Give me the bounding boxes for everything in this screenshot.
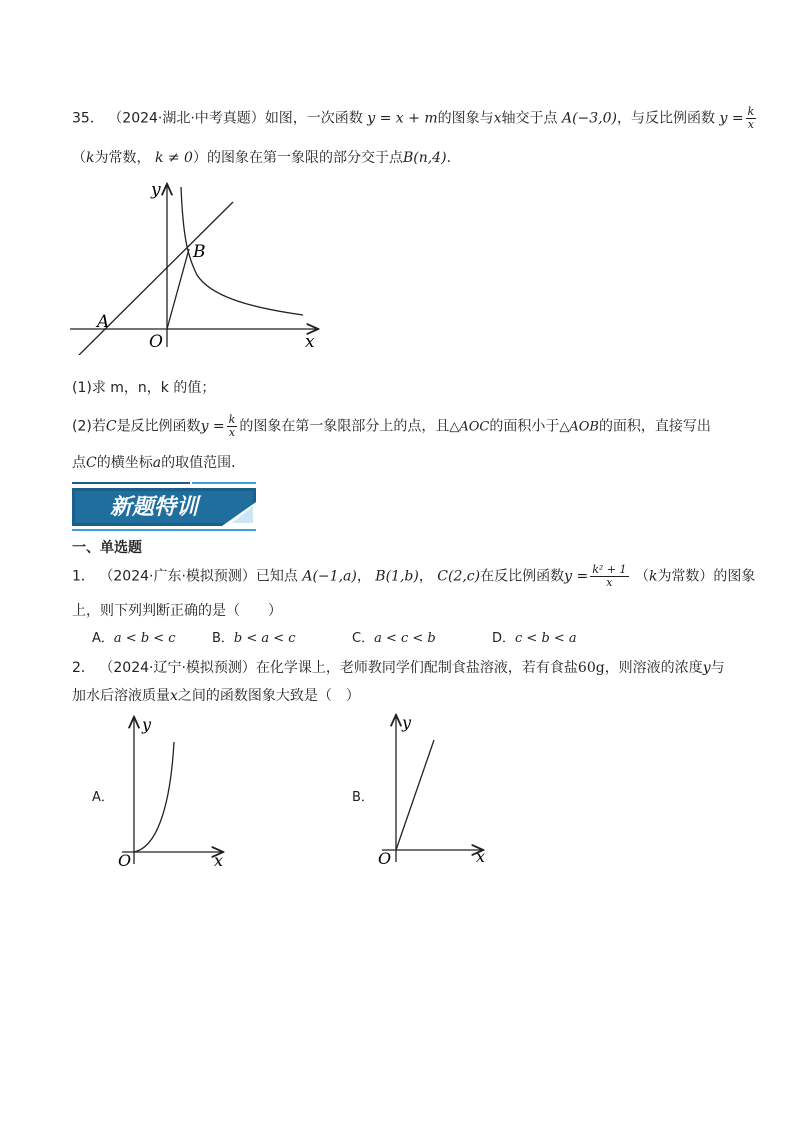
q1-text: 在反比例函数 — [480, 568, 565, 585]
parabola-curve — [134, 742, 174, 852]
label-x: x — [305, 332, 315, 352]
inverse-eq-lhs: y = — [719, 110, 744, 127]
label-a: A — [97, 312, 110, 332]
q35-line2 — [72, 148, 461, 168]
q2-text: 在化学课上，老师教同学们配制食盐溶液，若有食盐 — [255, 660, 578, 676]
q35-text: 的图象在第一象限部分上的点，且 — [239, 418, 450, 435]
q35-text: ）的图象在第一象限的部分交于点 — [192, 150, 403, 166]
frac-den: x — [228, 426, 236, 439]
q1-option-c[interactable] — [352, 627, 436, 646]
segment-ob — [167, 249, 189, 329]
q2-graph-a[interactable] — [110, 712, 230, 872]
q35-text: ． — [446, 150, 461, 166]
q2-graph-b[interactable] — [370, 710, 490, 870]
q2-text: ，则溶液的浓度 — [604, 660, 703, 676]
q1-number: 1． — [72, 568, 95, 585]
triangle-aoc: △AOC — [449, 419, 490, 435]
option-label: D． — [492, 631, 516, 646]
option-value: b < a < c — [233, 631, 296, 646]
q35-source: （2024·湖北·中考真题） — [108, 110, 265, 127]
var-a: a — [152, 455, 162, 471]
q2-number: 2． — [72, 660, 95, 676]
q35-figure — [65, 175, 335, 355]
label-o: O — [118, 851, 132, 870]
label-b: B — [193, 242, 206, 262]
label-y: y — [402, 713, 412, 732]
frac-den: x — [747, 118, 754, 131]
frac-num: k — [747, 105, 755, 118]
q1-option-d[interactable] — [492, 627, 577, 646]
q2-choice-a-label[interactable]: A． — [92, 790, 114, 805]
option-label: A． — [92, 631, 114, 646]
inverse-eq-lhs: y = — [564, 568, 589, 585]
point-c: C(2,c) — [437, 568, 481, 585]
q35-line-equation: y = x + m — [367, 110, 438, 127]
q1-option-a[interactable] — [92, 627, 176, 646]
q35-text: 的横坐标 — [96, 455, 153, 471]
q35-text: ，与反比例函数 — [617, 110, 715, 127]
option-value: a < b < c — [113, 631, 176, 646]
q35-text: 点 — [72, 455, 86, 471]
q35-text: 的面积，直接写出 — [598, 418, 711, 435]
fraction-k-over-x — [227, 414, 238, 439]
q2-text: 与 — [710, 660, 725, 676]
option-value: a < c < b — [374, 631, 436, 646]
q35-text: 是反比例函数 — [116, 418, 201, 435]
point-b: B(n,4) — [402, 150, 447, 166]
label-x: x — [476, 847, 486, 866]
q1-text: 已知点 — [255, 568, 298, 585]
inverse-eq-lhs: y = — [200, 418, 225, 435]
label-o: O — [149, 332, 163, 352]
frac-num: k — [228, 413, 236, 426]
q2-choice-b-label[interactable]: B． — [352, 790, 374, 805]
option-label: C． — [352, 631, 375, 646]
point-c: C — [105, 418, 117, 435]
q35-text: （ — [72, 150, 86, 166]
point-b: B(1,b) — [375, 568, 419, 585]
salt-mass: 60g — [577, 660, 605, 676]
q2-line2 — [72, 686, 360, 706]
section-title: 一、单选题 — [72, 540, 142, 556]
q35-number: 35． — [72, 110, 104, 127]
q35-line1 — [72, 106, 758, 131]
q35-text: 轴交于点 — [501, 110, 558, 127]
banner-title: 新题特训 — [110, 495, 199, 520]
var-x: x — [493, 110, 502, 127]
var-y: y — [702, 660, 711, 676]
point-c: C — [86, 455, 97, 471]
k-symbol: k — [648, 568, 658, 585]
q1-line2: 上，则下列判断正确的是（ ） — [72, 603, 282, 619]
label-y: y — [151, 180, 161, 200]
q1-text: 为常数）的图象 — [657, 568, 756, 585]
k-symbol: k — [86, 150, 95, 166]
q1-option-b[interactable] — [212, 627, 296, 646]
q35-text: 的图象与 — [437, 110, 494, 127]
q1-source: （2024·广东·模拟预测） — [99, 568, 256, 585]
q2-line1 — [72, 658, 725, 678]
q1-text: （ — [634, 568, 649, 585]
q35-part2-line2 — [72, 453, 245, 473]
fraction-k2plus1-over-x — [590, 564, 628, 589]
q2-text: 加水后溶液质量 — [72, 688, 170, 704]
fraction-k-over-x — [746, 106, 757, 131]
q35-text: 的取值范围． — [161, 455, 246, 471]
q35-text: 如图，一次函数 — [264, 110, 363, 127]
q2-text: 之间的函数图象大致是（ ） — [177, 688, 360, 704]
option-value: c < b < a — [515, 631, 577, 646]
linear-line — [396, 740, 434, 850]
q35-text: 为常数， — [94, 150, 151, 166]
q1-line1: 1． （2024·广东·模拟预测）已知点 A(−1,a)， B(1,b)， C(2,c)在反比例函数y = $\frac{\text{k² + 1}}{x}$ （k为常数）的图象 — [72, 563, 756, 589]
q35-part2-line1 — [72, 414, 711, 439]
var-x: x — [170, 688, 178, 704]
point-a: A(−1,a) — [302, 568, 357, 585]
q2-source: （2024·辽宁·模拟预测） — [99, 660, 256, 676]
triangle-aob: △AOB — [559, 419, 599, 435]
point-a: A(−3,0) — [561, 110, 617, 127]
frac-num: k² + 1 — [592, 563, 627, 576]
q35-text: (2)若 — [72, 418, 106, 435]
q35-part1: (1)求 m，n，k 的值； — [72, 380, 216, 396]
label-y: y — [142, 715, 152, 734]
section-banner — [72, 482, 256, 532]
q35-text: 的面积小于 — [489, 418, 560, 435]
option-label: B． — [212, 631, 234, 646]
k-not-zero: k ≠ 0 — [154, 150, 193, 166]
label-x: x — [214, 851, 224, 870]
label-o: O — [378, 849, 392, 868]
frac-den: x — [606, 576, 613, 589]
